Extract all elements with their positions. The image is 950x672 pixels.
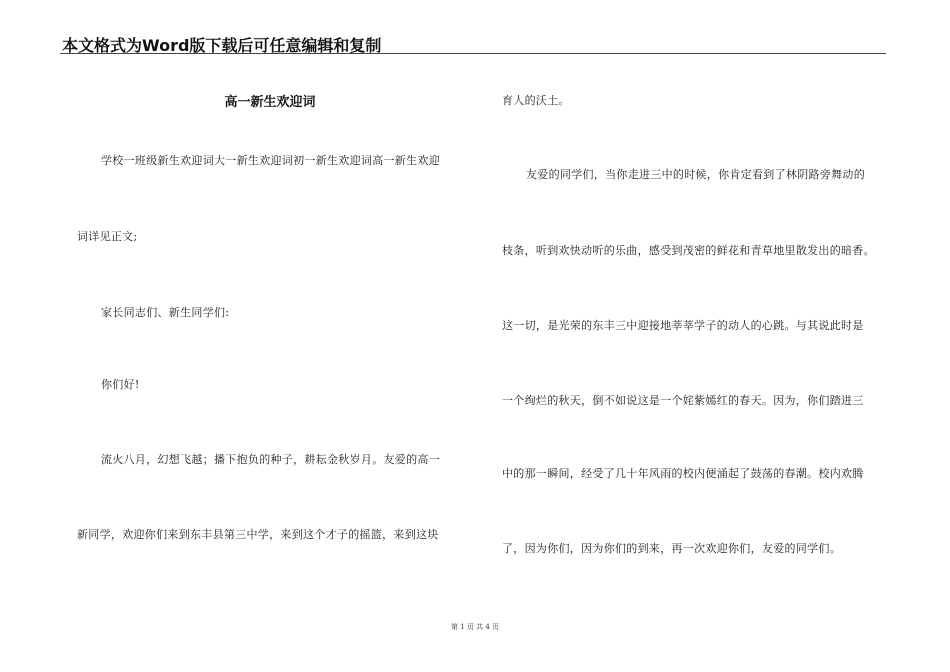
- right-column-line: 了，因为你们，因为你们的到来，再一次欢迎你们，友爱的同学们。: [502, 542, 841, 555]
- document-title: 高一新生欢迎词: [224, 95, 316, 110]
- left-column-line: 词详见正文;: [77, 230, 138, 243]
- right-column-line: 一个绚烂的秋天，倒不如说这是一个姹紫嫣红的春天。因为，你们踏进三: [502, 394, 864, 407]
- left-column-line: 流火八月，幻想飞越；播下抱负的种子，耕耘金秋岁月。友爱的高一: [101, 453, 440, 466]
- right-column-line: 这一切，是光荣的东丰三中迎接地莘莘学子的动人的心跳。与其说此时是: [502, 319, 864, 332]
- right-column-line: 育人的沃土。: [502, 94, 570, 107]
- left-column-line: 家长同志们、新生同学们:: [101, 306, 230, 319]
- right-column-line: 枝条，听到欢快动听的乐曲，感受到茂密的鲜花和青草地里散发出的暗香。: [502, 244, 875, 257]
- left-column-line: 新同学，欢迎你们来到东丰县第三中学，来到这个才子的摇篮，来到这块: [77, 528, 439, 541]
- right-column-line: 友爱的同学们，当你走进三中的时候，你肯定看到了林阴路旁舞动的: [526, 168, 865, 181]
- header-divider: [60, 53, 886, 54]
- page-number-footer: 第 1 页 共 4 页: [450, 623, 500, 631]
- document-header-banner: 本文格式为Word版下载后可任意编辑和复制: [62, 36, 382, 55]
- left-column-line: 你们好!: [101, 378, 140, 391]
- right-column-line: 中的那一瞬间，经受了几十年风雨的校内便涌起了鼓荡的春潮。校内欢腾: [502, 467, 864, 480]
- left-column-line: 学校一班级新生欢迎词大一新生欢迎词初一新生欢迎词高一新生欢迎: [101, 154, 440, 167]
